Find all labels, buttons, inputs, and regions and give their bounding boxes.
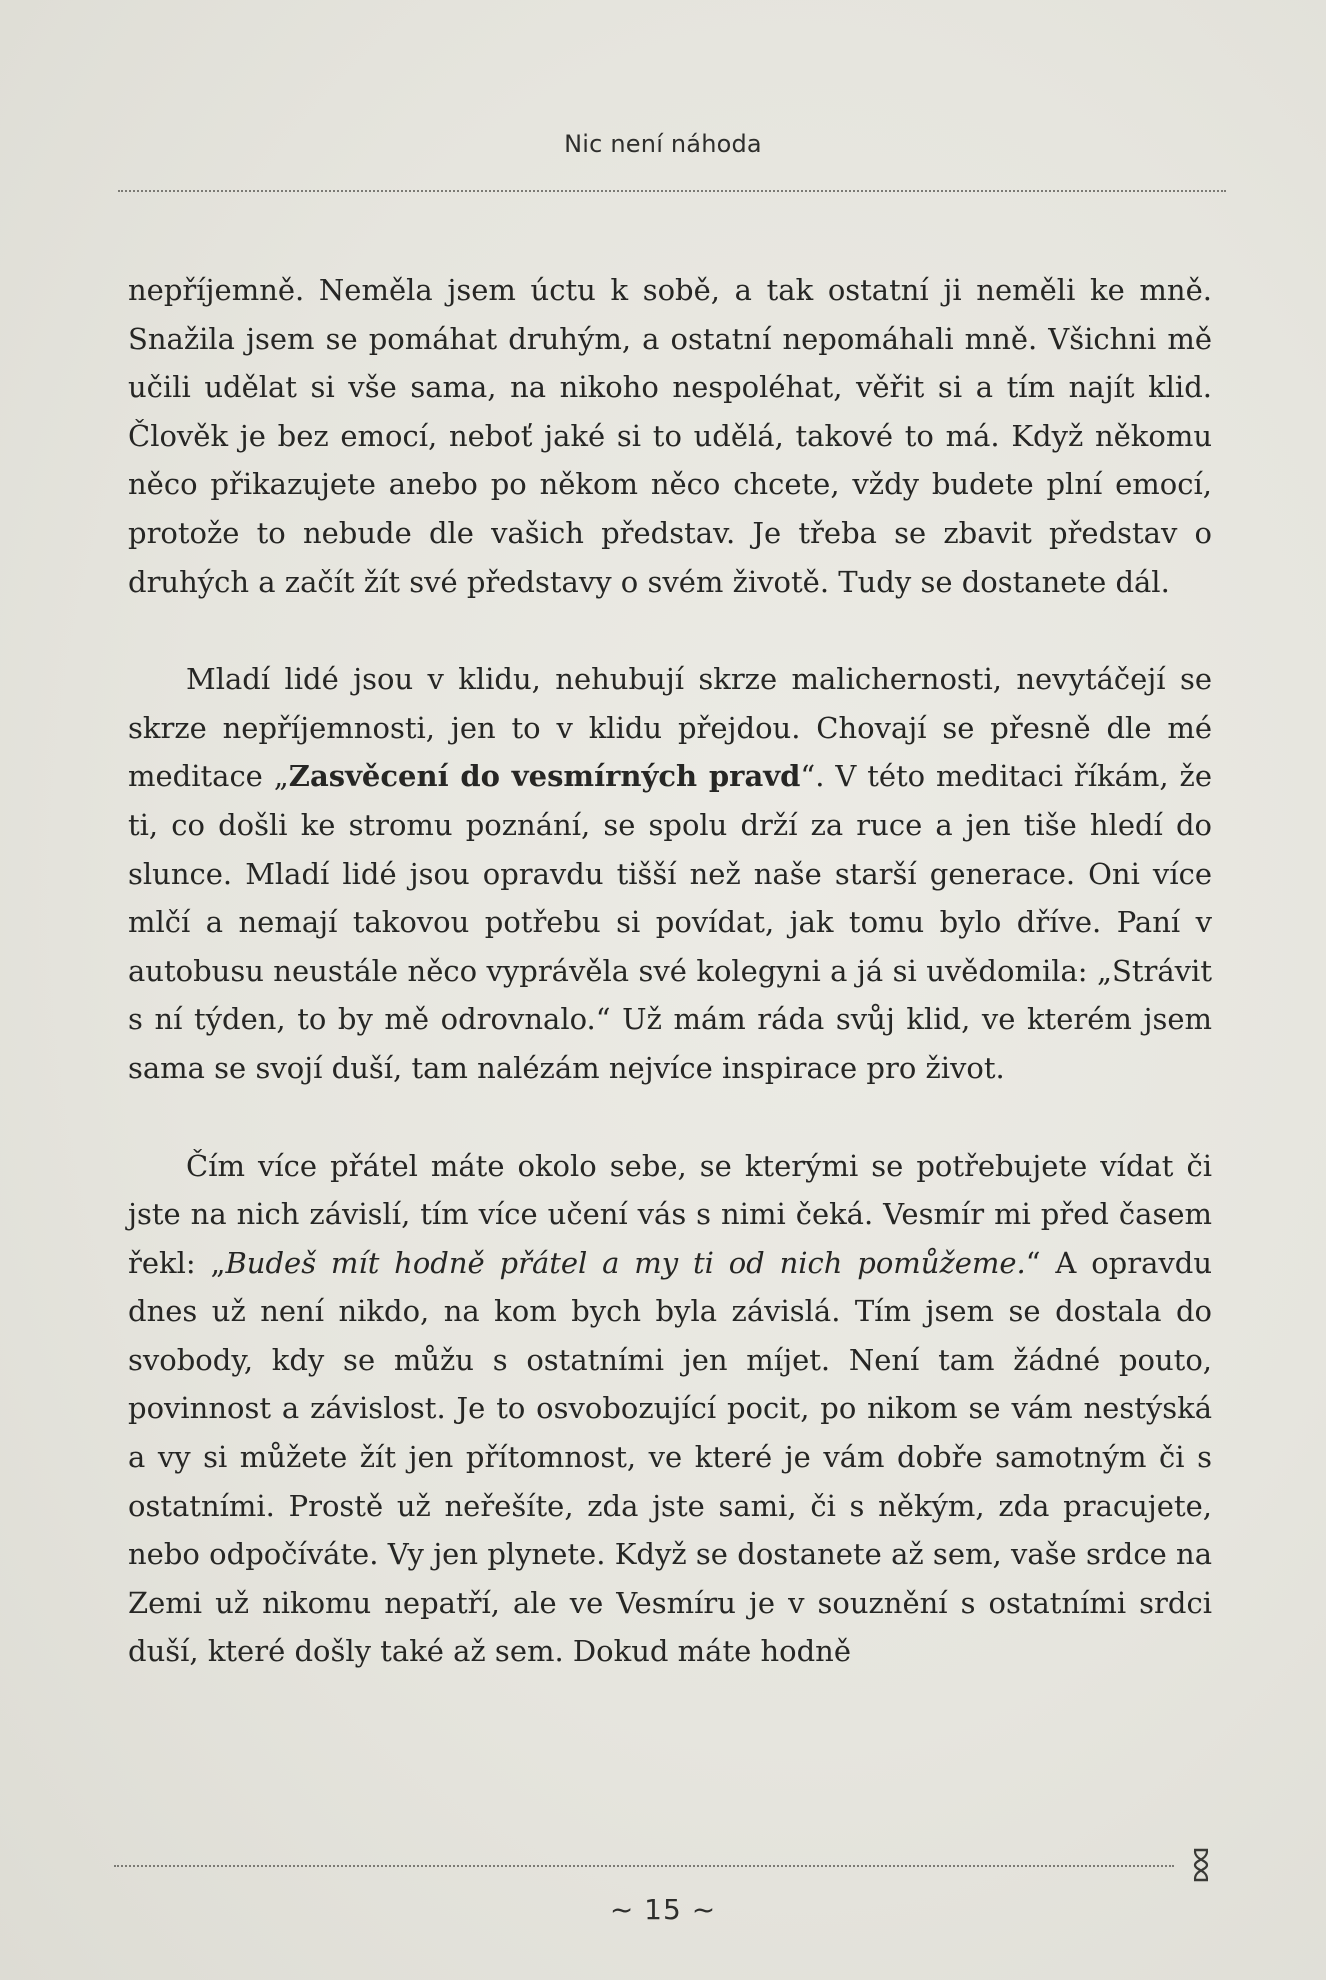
body-text: [128, 266, 1212, 1725]
paragraph-3-text-start: Čím více přátel máte okolo sebe, se kterými se potřebujete vídat či jste na nich závislí, tím více učení vás s nimi čeká. Vesmír mi před časem řekl: „: [128, 1148, 1212, 1280]
meditation-title: Zasvěcení do vesmírných pravd: [288, 759, 801, 794]
header-divider: [118, 190, 1226, 192]
paragraph-2-text-end: “. V této meditaci říkám, že ti, co došli ke stromu poznání, se spolu drží za ruce a jen tiše hledí do slunce. Mladí lidé jsou opravdu tišší než naše starší generace. Oni více mlčí a nemají takovou potřebu si povídat, jak tomu bylo dříve. Paní v autobusu neustále něco vyprávěla své kolegyni a já si uvědomila: „Strávit s ní týden, to by mě odrovnalo.“ Už mám ráda svůj klid, ve kterém jsem sama se svojí duší, tam nalézám nejvíce inspirace pro život.: [128, 759, 1212, 1085]
paragraph-3-text-end: “ A opravdu dnes už není nikdo, na kom bych byla závislá. Tím jsem se dostala do svobody, kdy se můžu s ostatními jen míjet. Není tam žádné pouto, povinnost a závislost. Je to osvobozující pocit, po nikom se vám nestýská a vy si můžete žít jen přítomnost, ve které je vám dobře samotným či s ostatními. Prostě už neřešíte, zda jste sami, či s někým, zda pracujete, nebo odpočíváte. Vy jen plynete. Když se dostanete až sem, vaše srdce na Zemi už nikomu nepatří, ale ve Vesmíru je v souznění s ostatními srdci duší, které došly také až sem. Dokud máte hodně: [128, 1245, 1212, 1669]
running-head: Nic není náhoda: [564, 130, 762, 158]
paragraph-2: [128, 655, 1212, 1092]
universe-quote: Budeš mít hodně přátel a my ti od nich pomůžeme.: [225, 1245, 1026, 1280]
paragraph-3: [128, 1142, 1212, 1677]
hourglass-icon: [1192, 1848, 1210, 1882]
paragraph-1: nepříjemně. Neměla jsem úctu k sobě, a tak ostatní ji neměli ke mně. Snažila jsem se pomáhat druhým, a ostatní nepomáhali mně. Všichni mě učili udělat si vše sama, na nikoho nespoléhat, věřit si a tím najít klid. Člověk je bez emocí, neboť jaké si to udělá, takové to má. Když někomu něco přikazujete anebo po někom něco chcete, vždy budete plní emocí, protože to nebude dle vašich představ. Je třeba se zbavit představ o druhých a začít žít své představy o svém životě. Tudy se dostanete dál.: [128, 273, 1212, 599]
page-number: ~ 15 ~: [609, 1893, 717, 1926]
footer-divider: [114, 1865, 1174, 1867]
paragraph-2-text-start: Mladí lidé jsou v klidu, nehubují skrze malichernosti, nevytáčejí se skrze nepříjemnosti, jen to v klidu přejdou. Chovají se přesně dle mé meditace „: [128, 662, 1212, 794]
